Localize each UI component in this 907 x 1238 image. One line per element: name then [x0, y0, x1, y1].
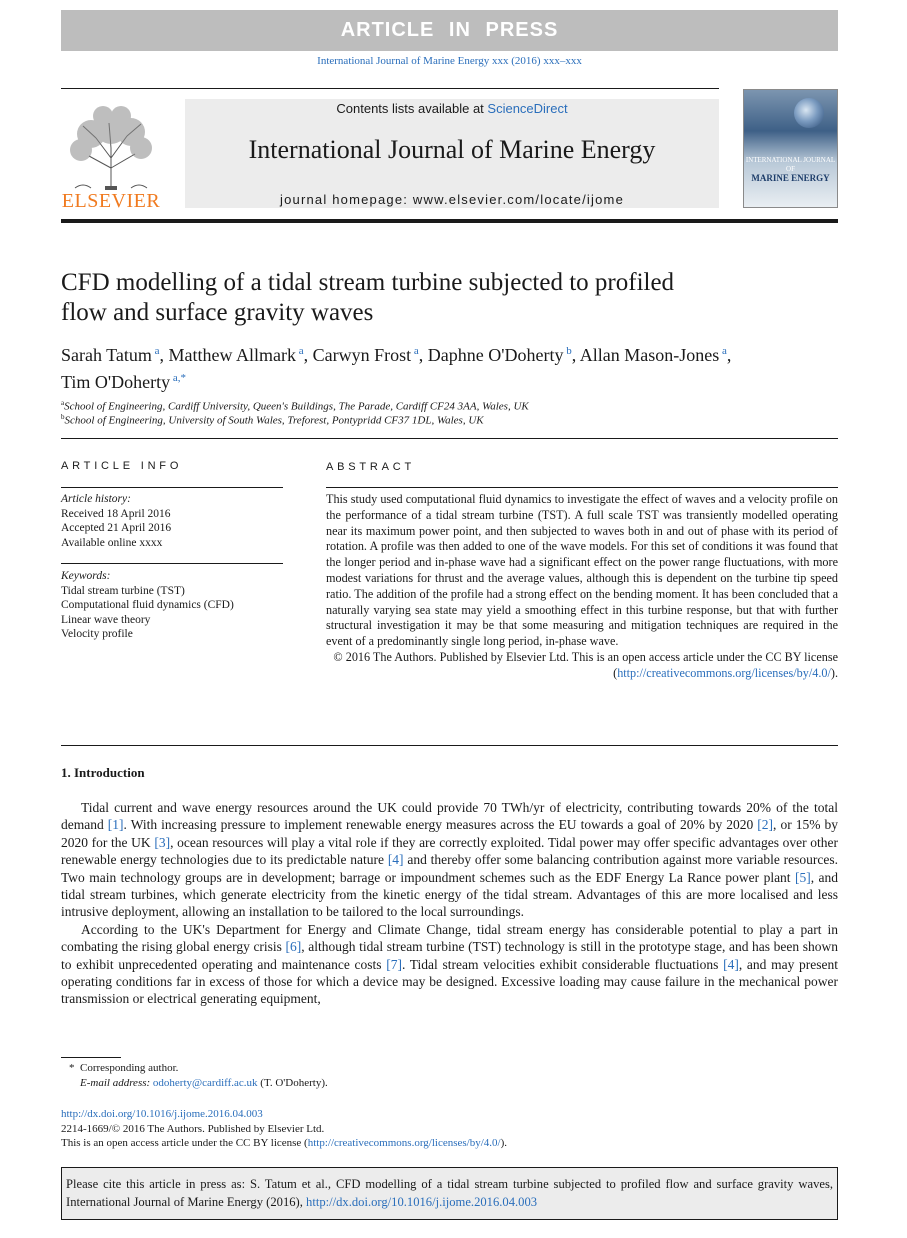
keyword-item: Computational fluid dynamics (CFD)	[61, 599, 234, 611]
paragraph-text: . With increasing pressure to implement renewable energy measures across the EU towards a goal of 20% by 2020	[123, 817, 758, 833]
keyword-item: Velocity profile	[61, 628, 133, 640]
journal-reference[interactable]: International Journal of Marine Energy xxx (2016) xxx–xxx	[317, 55, 582, 67]
keywords-rule	[61, 563, 283, 564]
reference-link[interactable]: [7]	[386, 956, 402, 972]
section-heading-introduction: 1. Introduction	[61, 765, 145, 780]
paragraph-text: , and may present operating conditions far in excess of those for which a device may be designed. Excessive loading may cause failure in the mechanical power transmission or electrical generating equipment,	[61, 956, 839, 1007]
author-affiliation-marker[interactable]: a,*	[170, 372, 186, 384]
paper-title-line1: CFD modelling of a tidal stream turbine subjected to profiled	[61, 269, 675, 296]
author-affiliation-marker[interactable]: a	[296, 345, 304, 357]
email-label: E-mail address:	[80, 1077, 153, 1089]
author-affiliation-marker[interactable]: a	[151, 345, 160, 357]
journal-homepage-line	[185, 192, 719, 207]
doi-block	[61, 1107, 838, 1151]
elsevier-wordmark: ELSEVIER	[61, 190, 161, 212]
footnote-rule	[61, 1057, 121, 1058]
history-label: Article history:	[61, 493, 131, 505]
author-name: Carwyn Frost	[312, 345, 412, 365]
paper-title-line2: flow and surface gravity waves	[61, 299, 374, 326]
author-name: Daphne O'Doherty	[427, 345, 564, 365]
homepage-label: journal homepage:	[280, 192, 413, 207]
received-date: Received 18 April 2016	[61, 507, 171, 520]
reference-link[interactable]: [6]	[285, 939, 302, 955]
paragraph-text: According to the UK's Department for Energy and Climate Change, tidal stream energy has considerable potential to play a part in combating the rising global energy crisis	[61, 921, 838, 955]
paragraph-text: and thereby offer some balancing contribution against more variable resources. Two main technology groups are in development; barrage or impoundment schemes such as the EDF Energy La Rance power plant	[61, 852, 839, 885]
cover-title-line2: MARINE ENERGY	[751, 173, 830, 183]
paragraph-text: , or 15% by 2020 for the UK	[61, 817, 838, 850]
author-name: Matthew Allmark	[168, 345, 297, 365]
affiliation-b-marker: b	[61, 413, 65, 421]
reference-link[interactable]: [4]	[723, 956, 739, 972]
abstract-text: This study used computational fluid dynamics to investigate the effect of waves and a velocity profile on the performance of a tidal stream turbine (TST). A full scale TST was transiently modelled operating near its maximum power point, and then subjected to waves both in and out of phase with its period of rotation. A profile was then added to one of the wave models. For this set of conditions it was found that the longer period and in-phase wave had a significant effect on the power range fluctuations, with more modest variations for thrust and the average values, although this is dependent on the turbine tip speed ratio. The addition of the profile had a strong effect on the bending moment. It has been concluded that a naturally varying sea state may yield a smoothing effect in this turbine response, but that with further structural investigation it may be that some measuring and mitigation techniques are required in the event of a predominantly single long period, in-phase wave.	[326, 492, 838, 649]
header-rule	[61, 88, 719, 89]
accepted-date: Accepted 21 April 2016	[61, 522, 172, 534]
license-link[interactable]: http://creativecommons.org/licenses/by/4.0/	[617, 665, 831, 680]
citation-doi-link[interactable]: http://dx.doi.org/10.1016/j.ijome.2016.04.003	[306, 1195, 538, 1209]
keywords-label: Keywords:	[61, 570, 111, 582]
affiliation-a-marker: a	[61, 399, 65, 407]
paper-title	[61, 268, 761, 328]
author-name: Tim O'Doherty	[61, 372, 171, 392]
intro-paragraph-1	[61, 799, 838, 921]
abstract-end-rule	[61, 745, 838, 746]
contents-available-line	[185, 101, 719, 116]
author-affiliation-marker[interactable]: a	[411, 345, 419, 357]
citation-box	[61, 1167, 838, 1220]
author-list: Sarah Tatum $^a$, Matthew Allmark $^a$, Carwyn Frost $^a$, Daphne O'Doherty $^b$, Allan Mason-Jones $^a$, Tim O'Doherty $^{a,*}$	[61, 345, 732, 392]
keywords-block	[61, 569, 283, 642]
abstract-heading: ABSTRACT	[326, 461, 416, 473]
reference-link[interactable]: [1]	[107, 817, 124, 833]
footnote-marker: *	[69, 1062, 75, 1074]
affiliation-a-text: School of Engineering, Cardiff University, Queen's Buildings, The Parade, Cardiff CF24 3AA, Wales, UK	[64, 400, 529, 413]
abstract-copyright	[326, 650, 838, 682]
cover-title	[744, 156, 837, 183]
corresponding-author-note	[61, 1061, 838, 1076]
sciencedirect-link[interactable]: ScienceDirect	[487, 101, 568, 116]
keyword-item: Linear wave theory	[61, 613, 151, 626]
open-access-line	[61, 1136, 838, 1151]
introduction-body	[61, 799, 838, 1008]
email-suffix: (T. O'Doherty).	[257, 1077, 328, 1089]
reference-link[interactable]: [4]	[387, 852, 404, 868]
online-date: Available online xxxx	[61, 536, 163, 549]
intro-paragraph-2	[61, 921, 838, 1008]
cover-title-line1: INTERNATIONAL JOURNAL OF	[745, 156, 836, 173]
author-affiliation-marker[interactable]: a	[719, 345, 727, 357]
author-name: Sarah Tatum	[61, 345, 152, 365]
article-info-rule	[61, 487, 283, 488]
reference-link[interactable]: [2]	[757, 817, 774, 833]
email-link[interactable]: odoherty@cardiff.ac.uk	[152, 1077, 258, 1089]
reference-link[interactable]: [3]	[154, 834, 171, 850]
oa-prefix: This is an open access article under the CC BY license (	[61, 1137, 308, 1149]
article-history	[61, 492, 283, 550]
masthead-rule	[61, 219, 838, 223]
reference-link[interactable]: [5]	[794, 869, 811, 885]
abstract-body	[326, 492, 838, 682]
affiliation-b-text: School of Engineering, University of South Wales, Treforest, Pontypridd CF37 1DL, Wales, UK	[64, 414, 484, 427]
paragraph-text: , although tidal stream turbine (TST) technology is still in the prototype stage, and has been shown to exhibit unprecedented operating and maintenance costs	[61, 939, 838, 972]
author-name: Allan Mason-Jones	[579, 345, 720, 365]
footnote	[61, 1061, 838, 1091]
oa-license-link[interactable]: http://creativecommons.org/licenses/by/4.0/	[307, 1137, 501, 1149]
issn-line: 2214-1669/© 2016 The Authors. Published by Elsevier Ltd.	[61, 1122, 325, 1135]
oa-suffix: ).	[500, 1137, 508, 1149]
abstract-rule	[326, 487, 838, 488]
affiliation-b	[61, 410, 841, 428]
journal-title: International Journal of Marine Energy	[248, 135, 656, 164]
paragraph-text: Tidal current and wave energy resources around the UK could provide 70 TWh/yr of electricity, contributing towards 20% of the total demand	[61, 800, 838, 833]
citation-text: Please cite this article in press as: S. Tatum et al., CFD modelling of a tidal stream turbine subjected to profiled flow and surface gravity waves, International Journal of Marine Energy (2016),	[66, 1177, 833, 1209]
copyright-prefix: © 2016 The Authors. Published by Elsevier Ltd. This is an open access article under the CC BY license (	[333, 649, 838, 680]
copyright-suffix: ).	[830, 665, 838, 680]
globe-icon	[794, 98, 824, 128]
article-info-heading: ARTICLE INFO	[61, 460, 183, 472]
journal-cover-image	[743, 89, 838, 208]
corresponding-author-label: Corresponding author.	[80, 1062, 179, 1074]
journal-masthead	[185, 99, 719, 208]
paragraph-text: , and tidal stream turbines, which generate electricity from the kinetic energy of the tidal stream. Advantages of this are more localised and less intrusive deployment, allowing an installation to be tailored to the local surroundings.	[61, 869, 838, 920]
contents-prefix: Contents lists available at	[336, 101, 488, 116]
email-line	[61, 1076, 838, 1091]
paragraph-text: . Tidal stream velocities exhibit considerable fluctuations	[401, 956, 724, 972]
article-in-press-banner: ARTICLE IN PRESS	[61, 10, 838, 51]
homepage-url-link[interactable]: www.elsevier.com/locate/ijome	[412, 192, 624, 207]
doi-link[interactable]: http://dx.doi.org/10.1016/j.ijome.2016.04.003	[61, 1108, 263, 1120]
author-affiliation-marker[interactable]: b	[563, 345, 572, 357]
keyword-item: Tidal stream turbine (TST)	[61, 584, 185, 597]
affiliation-rule	[61, 438, 838, 439]
paragraph-text: , ocean resources will play a vital role if they are correctly exploited. Tidal power may offer specific advantages over other renewable energy technologies due to its predictable nature	[61, 834, 838, 868]
